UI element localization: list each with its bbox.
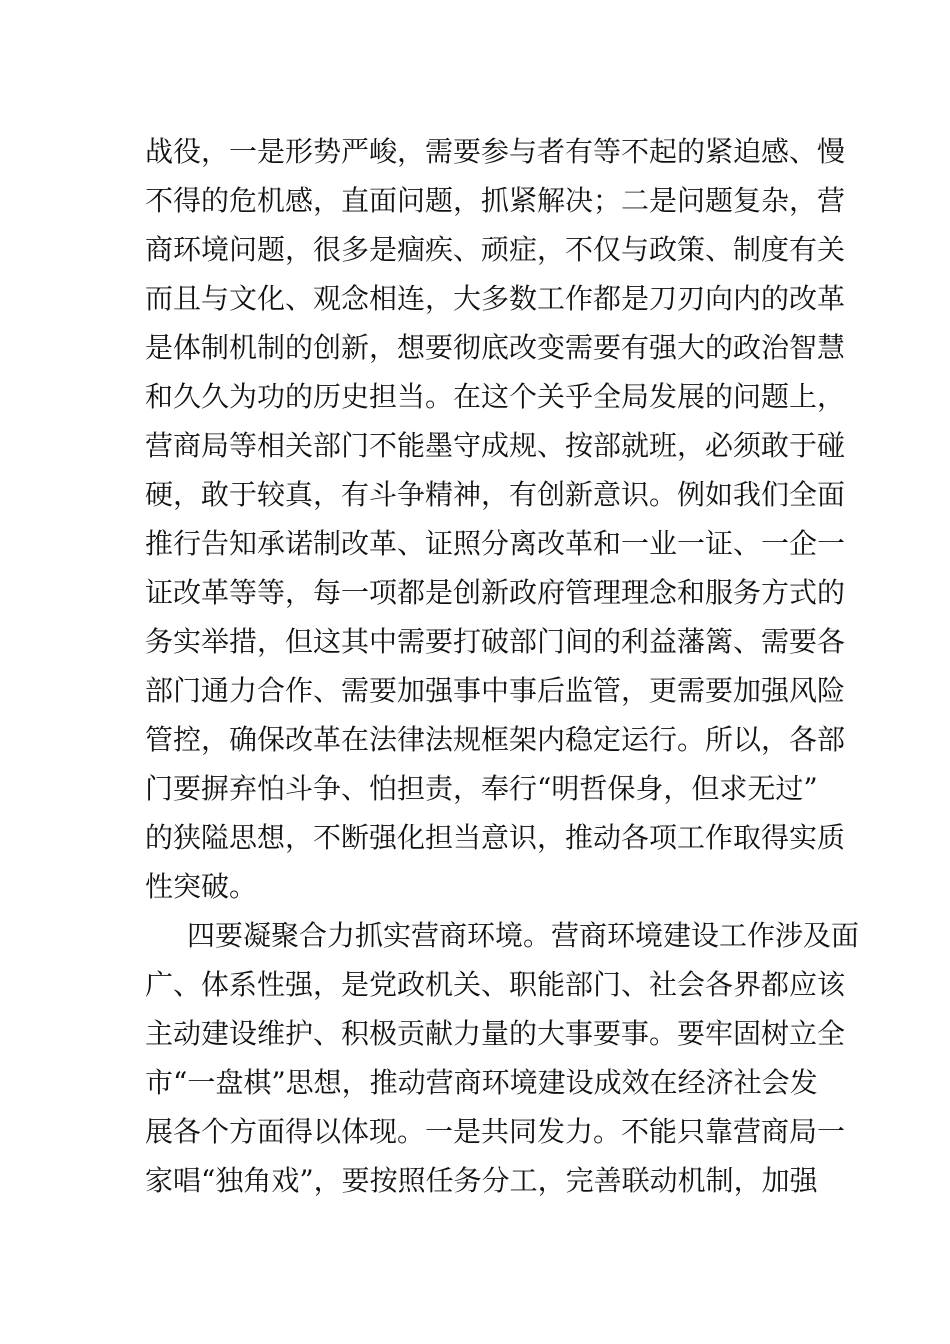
text-line: 家唱“独角戏”，要按照任务分工，完善联动机制，加强 bbox=[145, 1164, 818, 1197]
paragraph-2 bbox=[145, 911, 860, 1205]
document-body bbox=[145, 127, 860, 1205]
text-line: 推行告知承诺制改革、证照分离改革和一业一证、一企一 bbox=[145, 527, 846, 560]
text-line: 是体制机制的创新，想要彻底改变需要有强大的政治智慧 bbox=[145, 331, 846, 364]
text-line: 不得的危机感，直面问题，抓紧解决；二是问题复杂，营 bbox=[145, 184, 846, 217]
text-line: 商环境问题，很多是痼疾、顽症，不仅与政策、制度有关 bbox=[145, 233, 846, 266]
text-line: 战役，一是形势严峻，需要参与者有等不起的紧迫感、慢 bbox=[145, 135, 846, 168]
paragraph-1 bbox=[145, 127, 846, 911]
text-line: 管控，确保改革在法律法规框架内稳定运行。所以，各部 bbox=[145, 723, 846, 756]
text-line: 广、体系性强，是党政机关、职能部门、社会各界都应该 bbox=[145, 968, 846, 1001]
text-line: 而且与文化、观念相连，大多数工作都是刀刃向内的改革 bbox=[145, 282, 846, 315]
text-line: 市“一盘棋”思想，推动营商环境建设成效在经济社会发 bbox=[145, 1066, 818, 1099]
text-line: 门要摒弃怕斗争、怕担责，奉行“明哲保身，但求无过” bbox=[145, 772, 818, 805]
text-line: 营商局等相关部门不能墨守成规、按部就班，必须敢于碰 bbox=[145, 429, 846, 462]
text-line: 部门通力合作、需要加强事中事后监管，更需要加强风险 bbox=[145, 674, 846, 707]
text-line: 性突破。 bbox=[145, 870, 258, 903]
text-line: 主动建设维护、积极贡献力量的大事要事。要牢固树立全 bbox=[145, 1017, 846, 1050]
text-line: 四要凝聚合力抓实营商环境。营商环境建设工作涉及面 bbox=[187, 919, 860, 952]
text-line: 和久久为功的历史担当。在这个关乎全局发展的问题上， bbox=[145, 380, 846, 413]
text-line: 务实举措，但这其中需要打破部门间的利益藩篱、需要各 bbox=[145, 625, 846, 658]
text-line: 证改革等等，每一项都是创新政府管理理念和服务方式的 bbox=[145, 576, 846, 609]
text-line: 展各个方面得以体现。一是共同发力。不能只靠营商局一 bbox=[145, 1115, 846, 1148]
text-line: 的狭隘思想，不断强化担当意识，推动各项工作取得实质 bbox=[145, 821, 846, 854]
text-line: 硬，敢于较真，有斗争精神，有创新意识。例如我们全面 bbox=[145, 478, 846, 511]
